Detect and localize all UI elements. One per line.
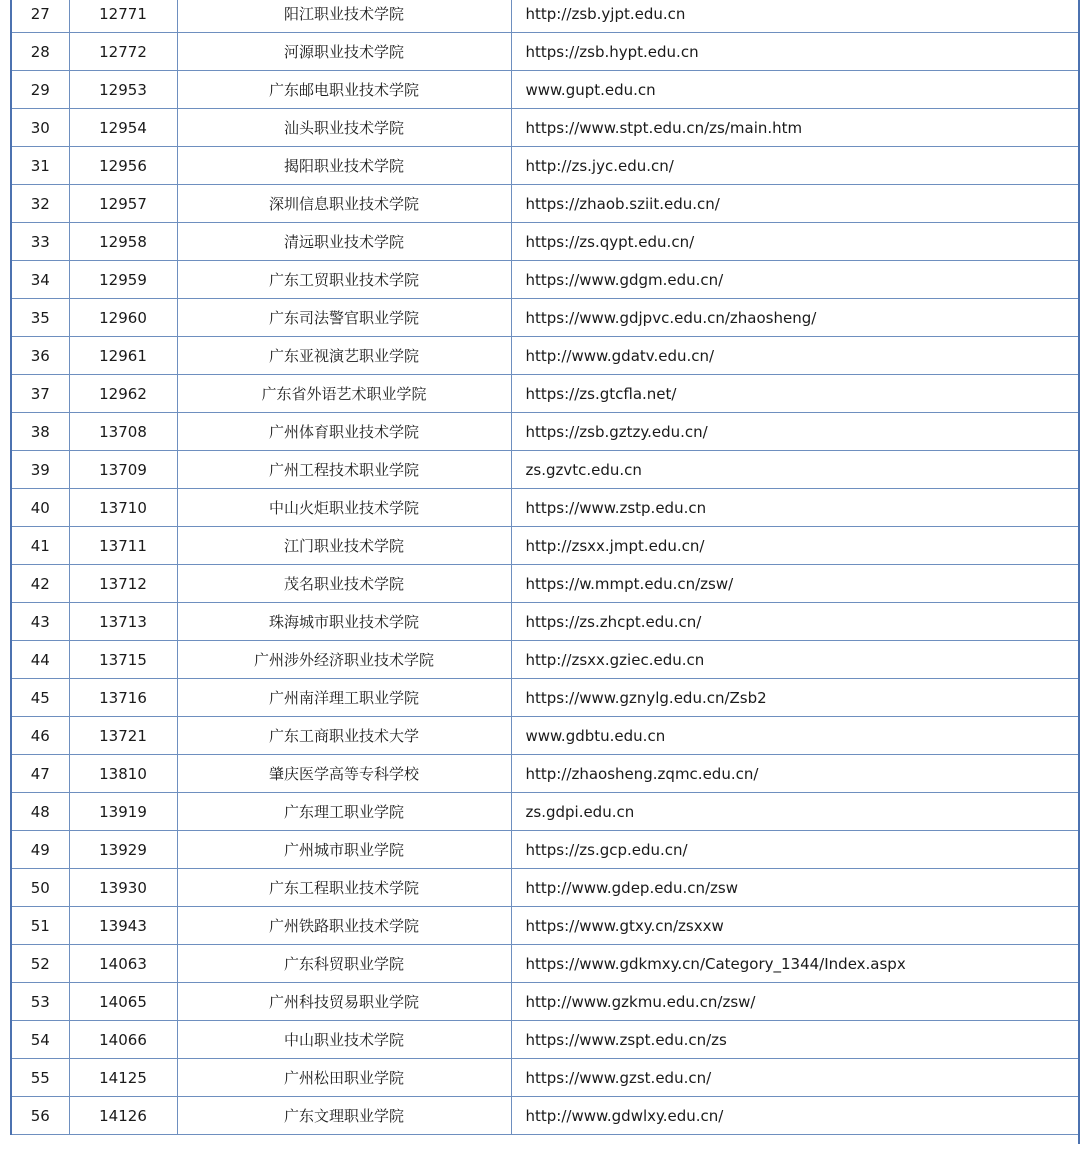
table-row xyxy=(11,299,1080,337)
school-url-cell[interactable]: https://w.mmpt.edu.cn/zsw/ xyxy=(511,565,1080,603)
school-name-cell: 揭阳职业技术学院 xyxy=(177,147,511,185)
table-row xyxy=(11,907,1080,945)
school-name-cell: 广州涉外经济职业技术学院 xyxy=(177,641,511,679)
school-url-cell[interactable]: https://www.zstp.edu.cn xyxy=(511,489,1080,527)
table-row xyxy=(11,147,1080,185)
school-url-cell[interactable]: https://www.gdjpvc.edu.cn/zhaosheng/ xyxy=(511,299,1080,337)
school-code-cell: 12953 xyxy=(69,71,177,109)
school-code-cell: 13716 xyxy=(69,679,177,717)
school-name-cell: 广东科贸职业学院 xyxy=(177,945,511,983)
school-name-cell: 深圳信息职业技术学院 xyxy=(177,185,511,223)
school-name-cell: 广东工贸职业技术学院 xyxy=(177,261,511,299)
table-body xyxy=(11,0,1080,1135)
row-index-cell: 40 xyxy=(11,489,69,527)
row-index-cell: 47 xyxy=(11,755,69,793)
school-name-cell: 阳江职业技术学院 xyxy=(177,0,511,33)
school-name-cell: 广州体育职业技术学院 xyxy=(177,413,511,451)
school-url-cell[interactable]: http://zsb.yjpt.edu.cn xyxy=(511,0,1080,33)
row-index-cell: 51 xyxy=(11,907,69,945)
school-code-cell: 14125 xyxy=(69,1059,177,1097)
school-code-cell: 13711 xyxy=(69,527,177,565)
table-row xyxy=(11,603,1080,641)
table-row xyxy=(11,1097,1080,1135)
school-url-cell[interactable]: https://www.gzst.edu.cn/ xyxy=(511,1059,1080,1097)
school-name-cell: 广东司法警官职业学院 xyxy=(177,299,511,337)
school-url-cell[interactable]: https://www.gtxy.cn/zsxxw xyxy=(511,907,1080,945)
school-name-cell: 茂名职业技术学院 xyxy=(177,565,511,603)
row-index-cell: 37 xyxy=(11,375,69,413)
table-row xyxy=(11,945,1080,983)
table-row xyxy=(11,71,1080,109)
school-name-cell: 珠海城市职业技术学院 xyxy=(177,603,511,641)
school-code-cell: 13929 xyxy=(69,831,177,869)
row-index-cell: 52 xyxy=(11,945,69,983)
row-index-cell: 41 xyxy=(11,527,69,565)
row-index-cell: 36 xyxy=(11,337,69,375)
school-url-cell[interactable]: http://zs.jyc.edu.cn/ xyxy=(511,147,1080,185)
school-code-cell: 12959 xyxy=(69,261,177,299)
school-name-cell: 广州城市职业学院 xyxy=(177,831,511,869)
school-name-cell: 江门职业技术学院 xyxy=(177,527,511,565)
row-index-cell: 48 xyxy=(11,793,69,831)
school-url-cell[interactable]: http://zhaosheng.zqmc.edu.cn/ xyxy=(511,755,1080,793)
row-index-cell: 45 xyxy=(11,679,69,717)
row-index-cell: 32 xyxy=(11,185,69,223)
school-url-cell[interactable]: https://zs.zhcpt.edu.cn/ xyxy=(511,603,1080,641)
row-index-cell: 29 xyxy=(11,71,69,109)
school-url-cell[interactable]: https://www.gdgm.edu.cn/ xyxy=(511,261,1080,299)
school-url-cell[interactable]: https://www.stpt.edu.cn/zs/main.htm xyxy=(511,109,1080,147)
school-code-cell: 13710 xyxy=(69,489,177,527)
school-code-cell: 13713 xyxy=(69,603,177,641)
school-code-cell: 13715 xyxy=(69,641,177,679)
table-row xyxy=(11,755,1080,793)
school-code-cell: 14066 xyxy=(69,1021,177,1059)
school-url-cell[interactable]: http://www.gzkmu.edu.cn/zsw/ xyxy=(511,983,1080,1021)
school-code-cell: 13721 xyxy=(69,717,177,755)
row-index-cell: 34 xyxy=(11,261,69,299)
school-code-cell: 13712 xyxy=(69,565,177,603)
row-index-cell: 53 xyxy=(11,983,69,1021)
row-index-cell: 30 xyxy=(11,109,69,147)
table-row xyxy=(11,679,1080,717)
school-code-cell: 13810 xyxy=(69,755,177,793)
school-url-cell[interactable]: zs.gdpi.edu.cn xyxy=(511,793,1080,831)
table-row xyxy=(11,223,1080,261)
school-name-cell: 广州松田职业学院 xyxy=(177,1059,511,1097)
school-url-cell[interactable]: https://zs.gtcfla.net/ xyxy=(511,375,1080,413)
school-url-cell[interactable]: www.gupt.edu.cn xyxy=(511,71,1080,109)
table-row xyxy=(11,451,1080,489)
school-name-cell: 广州南洋理工职业学院 xyxy=(177,679,511,717)
row-index-cell: 31 xyxy=(11,147,69,185)
school-code-cell: 14126 xyxy=(69,1097,177,1135)
school-url-cell[interactable]: https://zs.gcp.edu.cn/ xyxy=(511,831,1080,869)
table-row xyxy=(11,109,1080,147)
school-name-cell: 广州工程技术职业学院 xyxy=(177,451,511,489)
school-url-cell[interactable]: http://www.gdep.edu.cn/zsw xyxy=(511,869,1080,907)
school-code-cell: 13919 xyxy=(69,793,177,831)
school-name-cell: 中山火炬职业技术学院 xyxy=(177,489,511,527)
school-name-cell: 广州铁路职业技术学院 xyxy=(177,907,511,945)
row-index-cell: 56 xyxy=(11,1097,69,1135)
school-code-cell: 13708 xyxy=(69,413,177,451)
school-url-cell[interactable]: https://zhaob.sziit.edu.cn/ xyxy=(511,185,1080,223)
school-url-cell[interactable]: http://zsxx.jmpt.edu.cn/ xyxy=(511,527,1080,565)
school-name-cell: 肇庆医学高等专科学校 xyxy=(177,755,511,793)
school-url-cell[interactable]: http://www.gdwlxy.edu.cn/ xyxy=(511,1097,1080,1135)
school-name-cell: 河源职业技术学院 xyxy=(177,33,511,71)
school-code-cell: 13709 xyxy=(69,451,177,489)
school-code-cell: 12958 xyxy=(69,223,177,261)
school-code-cell: 12961 xyxy=(69,337,177,375)
school-name-cell: 广东亚视演艺职业学院 xyxy=(177,337,511,375)
row-index-cell: 54 xyxy=(11,1021,69,1059)
school-url-cell[interactable]: https://www.zspt.edu.cn/zs xyxy=(511,1021,1080,1059)
row-index-cell: 33 xyxy=(11,223,69,261)
school-code-cell: 12957 xyxy=(69,185,177,223)
school-url-cell[interactable]: https://www.gdkmxy.cn/Category_1344/Index.aspx xyxy=(511,945,1080,983)
table-row xyxy=(11,831,1080,869)
school-code-cell: 12956 xyxy=(69,147,177,185)
table-row xyxy=(11,527,1080,565)
table-row xyxy=(11,0,1080,33)
table-row xyxy=(11,1059,1080,1097)
school-name-cell: 汕头职业技术学院 xyxy=(177,109,511,147)
school-name-cell: 广东省外语艺术职业学院 xyxy=(177,375,511,413)
school-code-cell: 13943 xyxy=(69,907,177,945)
row-index-cell: 42 xyxy=(11,565,69,603)
row-index-cell: 46 xyxy=(11,717,69,755)
table-row xyxy=(11,565,1080,603)
row-index-cell: 55 xyxy=(11,1059,69,1097)
school-name-cell: 广州科技贸易职业学院 xyxy=(177,983,511,1021)
school-code-cell: 12771 xyxy=(69,0,177,33)
table-row xyxy=(11,489,1080,527)
school-name-cell: 广东理工职业学院 xyxy=(177,793,511,831)
school-url-cell[interactable]: http://www.gdatv.edu.cn/ xyxy=(511,337,1080,375)
table-row xyxy=(11,983,1080,1021)
row-index-cell: 27 xyxy=(11,0,69,33)
school-url-table xyxy=(10,0,1080,1135)
school-url-cell[interactable]: https://zsb.gztzy.edu.cn/ xyxy=(511,413,1080,451)
school-url-cell[interactable]: https://www.gznylg.edu.cn/Zsb2 xyxy=(511,679,1080,717)
school-name-cell: 广东工程职业技术学院 xyxy=(177,869,511,907)
row-index-cell: 50 xyxy=(11,869,69,907)
school-code-cell: 13930 xyxy=(69,869,177,907)
row-index-cell: 28 xyxy=(11,33,69,71)
table-row xyxy=(11,185,1080,223)
school-code-cell: 12954 xyxy=(69,109,177,147)
school-url-cell[interactable]: https://zsb.hypt.edu.cn xyxy=(511,33,1080,71)
school-url-cell[interactable]: zs.gzvtc.edu.cn xyxy=(511,451,1080,489)
row-index-cell: 39 xyxy=(11,451,69,489)
school-name-cell: 清远职业技术学院 xyxy=(177,223,511,261)
row-index-cell: 38 xyxy=(11,413,69,451)
school-code-cell: 12962 xyxy=(69,375,177,413)
row-index-cell: 44 xyxy=(11,641,69,679)
row-index-cell: 43 xyxy=(11,603,69,641)
table-row xyxy=(11,1021,1080,1059)
row-index-cell: 49 xyxy=(11,831,69,869)
school-name-cell: 广东邮电职业技术学院 xyxy=(177,71,511,109)
table-row xyxy=(11,641,1080,679)
table-row xyxy=(11,261,1080,299)
table-row xyxy=(11,793,1080,831)
table-row xyxy=(11,869,1080,907)
school-code-cell: 12960 xyxy=(69,299,177,337)
school-code-cell: 12772 xyxy=(69,33,177,71)
table-row xyxy=(11,413,1080,451)
school-name-cell: 中山职业技术学院 xyxy=(177,1021,511,1059)
table-row xyxy=(11,375,1080,413)
table-row xyxy=(11,337,1080,375)
school-name-cell: 广东工商职业技术大学 xyxy=(177,717,511,755)
school-url-cell[interactable]: http://zsxx.gziec.edu.cn xyxy=(511,641,1080,679)
school-url-cell[interactable]: www.gdbtu.edu.cn xyxy=(511,717,1080,755)
school-name-cell: 广东文理职业学院 xyxy=(177,1097,511,1135)
row-index-cell: 35 xyxy=(11,299,69,337)
table-row xyxy=(11,33,1080,71)
school-url-cell[interactable]: https://zs.qypt.edu.cn/ xyxy=(511,223,1080,261)
school-code-cell: 14063 xyxy=(69,945,177,983)
school-code-cell: 14065 xyxy=(69,983,177,1021)
table-row xyxy=(11,717,1080,755)
